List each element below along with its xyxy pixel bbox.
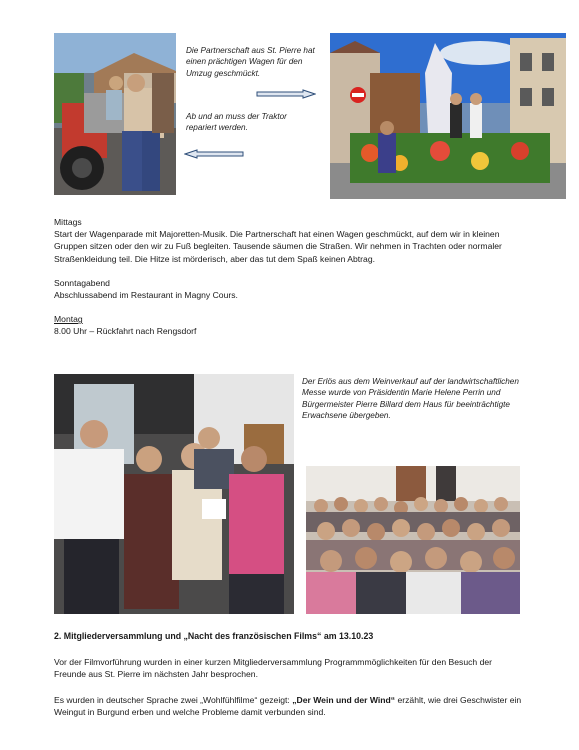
section2-paragraph-2-intro: Es wurden in deutscher Sprache zwei „Wohlfühlfilme“ gezeigt: xyxy=(54,695,293,705)
donation-photo xyxy=(54,374,294,614)
caption-tractor: Ab und an muss der Traktor repariert werden. xyxy=(186,112,287,133)
mittags-heading: Mittags xyxy=(54,217,82,227)
caption-donation: Der Erlös aus dem Weinverkauf auf der landwirtschaftlichen Messe wurde von Präsidentin Marie Helene Perrin und Bürgermeister Pierre Billard dem Haus für beeinträchtigte Erwachsene übergeben. xyxy=(302,377,519,421)
arrow-left-icon xyxy=(184,149,244,159)
montag-heading: Montag xyxy=(54,314,83,325)
group-photo xyxy=(306,466,520,614)
parade-wagon-photo xyxy=(330,33,566,199)
text-block-days xyxy=(54,216,524,338)
section2-paragraph-1: Vor der Filmvorführung wurden in einer kurzen Mitgliederversammlung Programmmöglichkeiten für den Besuch der Freunde aus St. Pierre im nächsten Jahr besprochen. xyxy=(54,657,492,680)
sonntag-heading: Sonntagabend xyxy=(54,277,110,288)
tractor-photo xyxy=(54,33,176,195)
section2-paragraph-2-rest: erzählt, wie drei Geschwister ein Weingut in Burgund erben und welche Probleme damit verbunden sind. xyxy=(54,695,522,718)
montag-paragraph: 8.00 Uhr – Rückfahrt nach Rengsdorf xyxy=(54,326,197,337)
section2-paragraph-2 xyxy=(54,694,524,718)
caption-wagon: Die Partnerschaft aus St. Pierre hat einen prächtigen Wagen für den Umzug geschmückt. xyxy=(186,46,315,78)
mittags-paragraph: Start der Wagenparade mit Majoretten-Musik. Die Partnerschaft hat einen Wagen geschmückt, auf dem wir in kleinen Gruppen sitzen oder den wir zu Fuß begleiten. Tausende säumen die Straßen. Wir nehmen in Trachten oder normaler Straßenkleidung teil. Die Hitze ist mörderisch, aber das tut dem Spaß keinen Abtrag. xyxy=(54,229,502,264)
film-title-wine-wind: „Der Wein und der Wind“ xyxy=(292,695,396,705)
section2-heading: 2. Mitgliederversammlung und „Nacht des französischen Films“ am 13.10.23 xyxy=(54,631,374,641)
arrow-right-icon xyxy=(256,89,316,99)
sonntag-paragraph: Abschlussabend im Restaurant in Magny Cours. xyxy=(54,290,238,301)
